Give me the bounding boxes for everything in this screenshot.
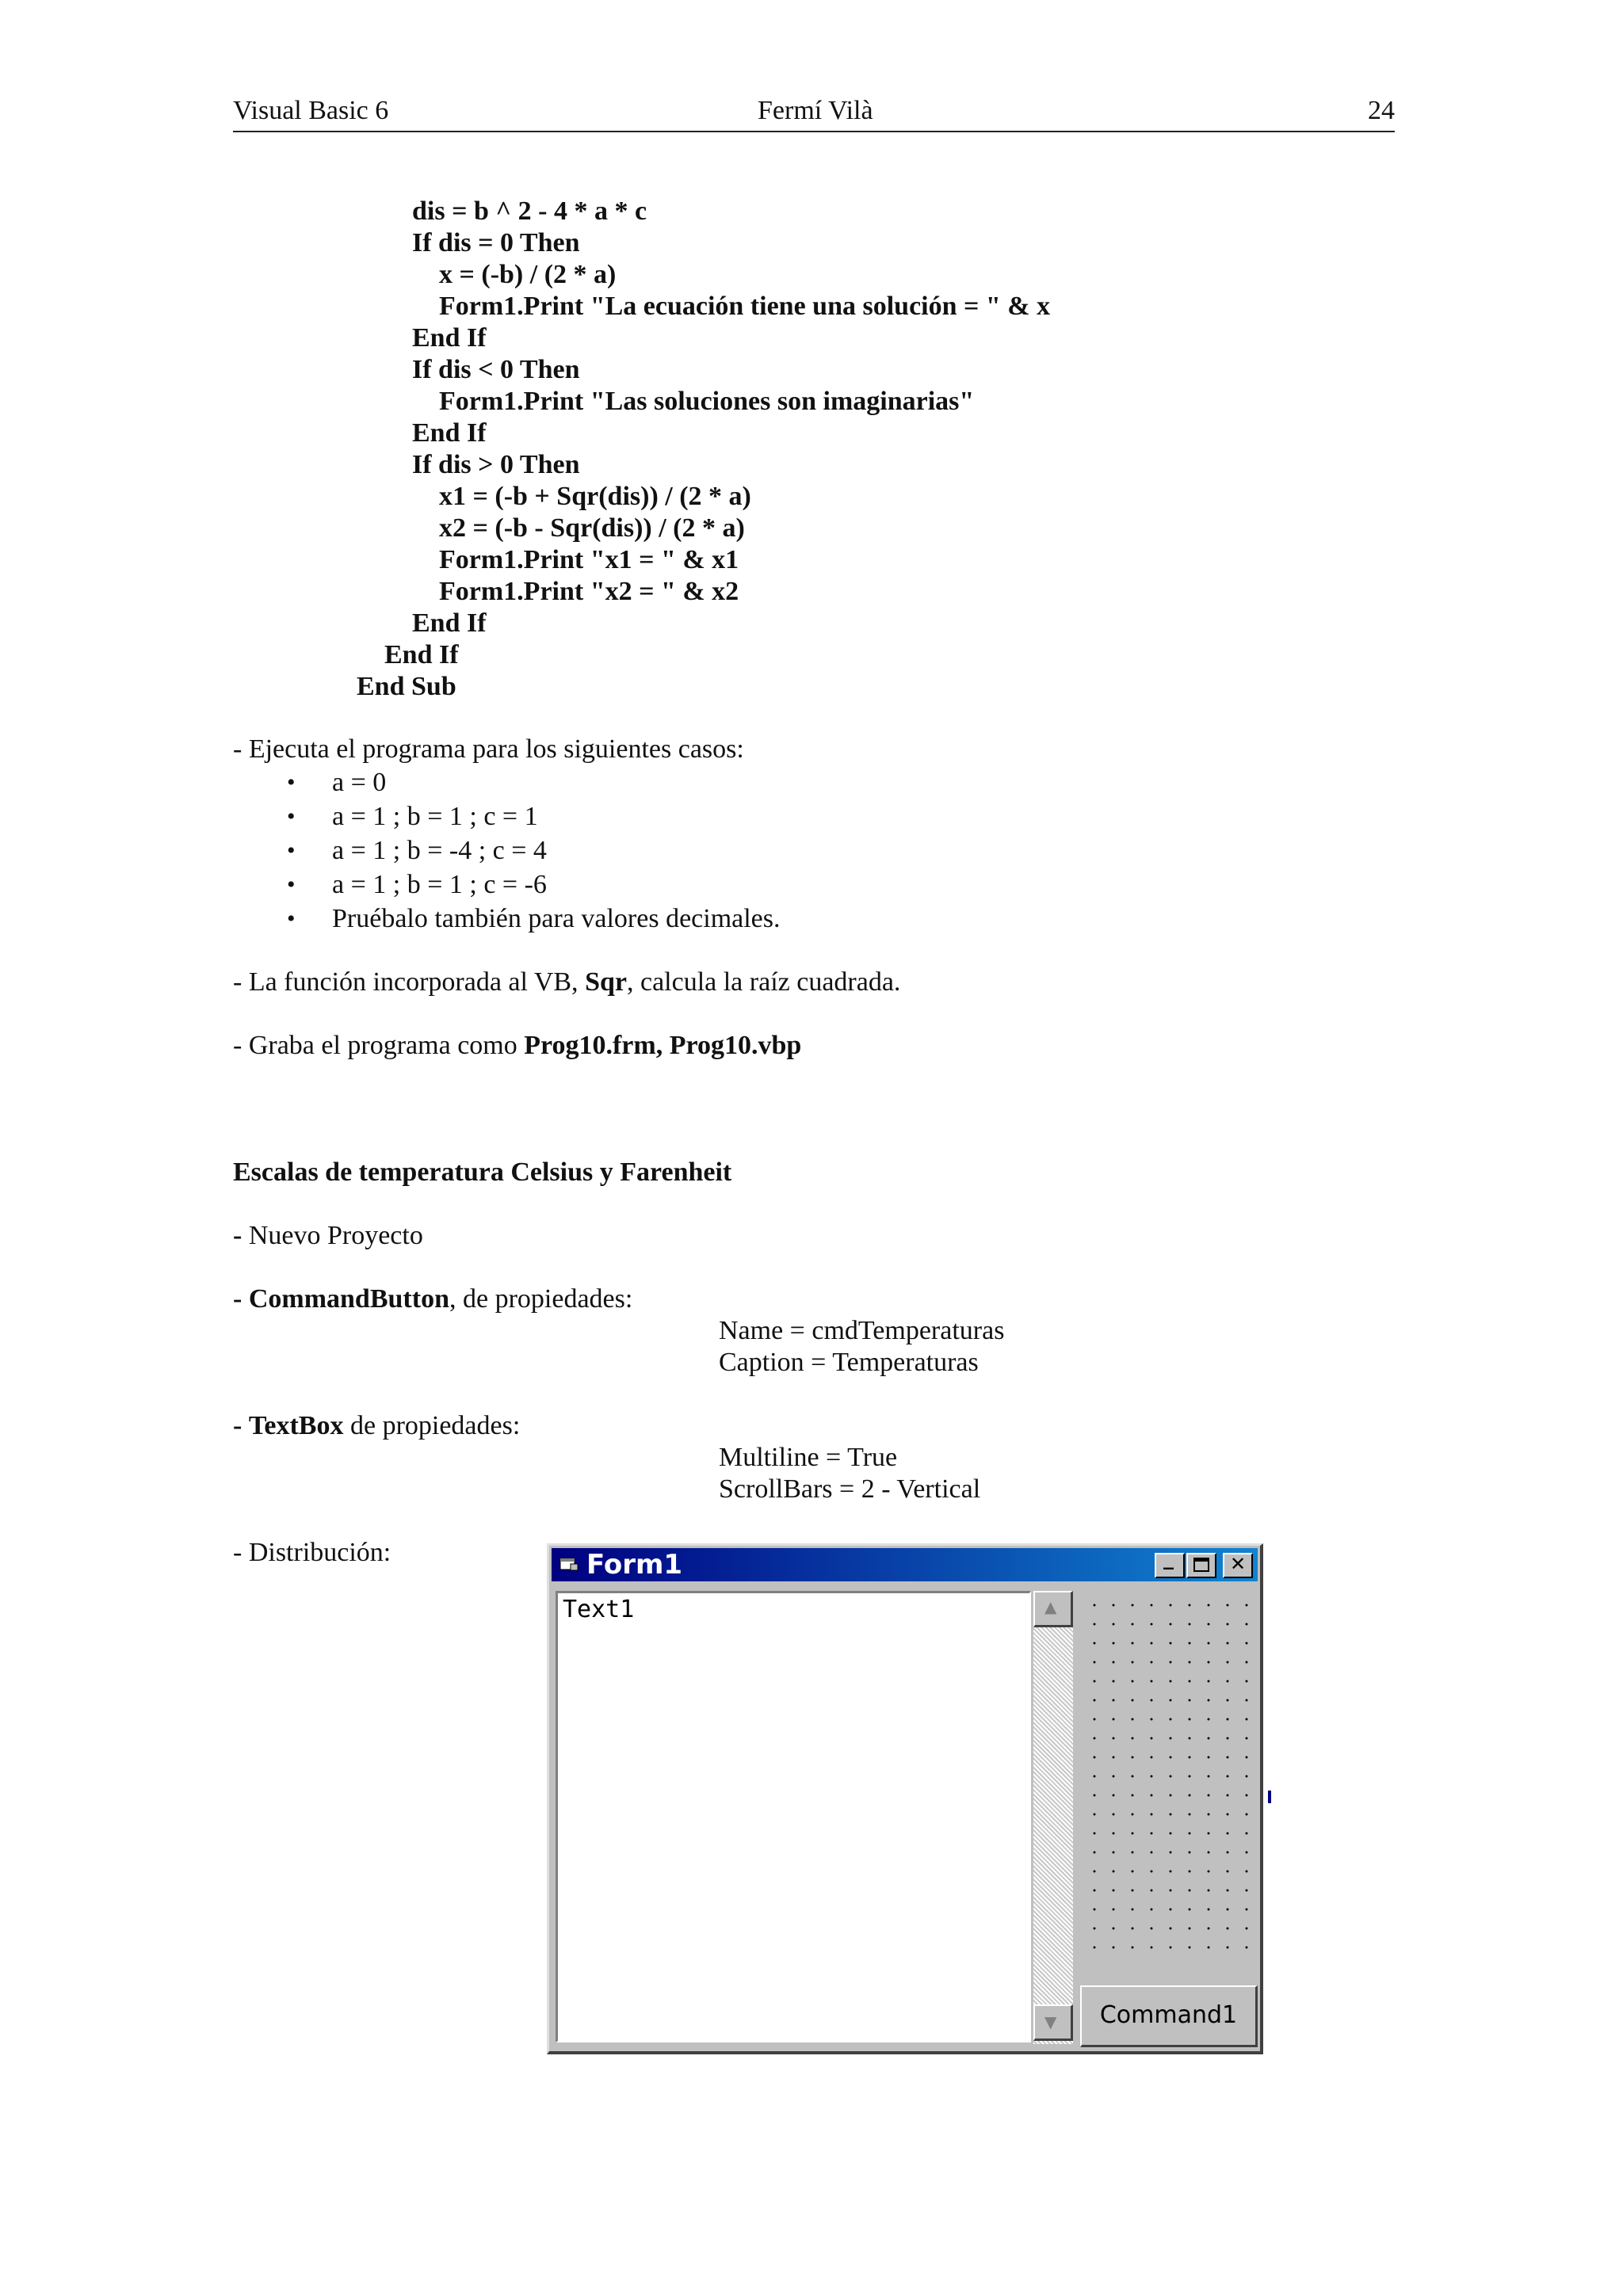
list-item: a = 1 ; b = 1 ; c = 1	[332, 802, 538, 831]
text-box-value: Text1	[563, 1596, 635, 1623]
code-line: End If	[412, 323, 487, 353]
save-files: Prog10.frm, Prog10.vbp	[524, 1031, 802, 1060]
header-rule	[233, 131, 1395, 132]
code-line: Form1.Print "x1 = " & x1	[439, 545, 739, 574]
textbox-line	[233, 1410, 520, 1442]
textbox-name: TextBox	[248, 1411, 344, 1440]
list-item: a = 1 ; b = 1 ; c = -6	[332, 870, 547, 899]
header-author: Fermí Vilà	[758, 96, 873, 125]
list-item: Pruébalo también para valores decimales.	[332, 904, 781, 933]
form-title: Form1	[586, 1549, 683, 1581]
list-item: a = 0	[332, 768, 387, 797]
code-line: Form1.Print "La ecuación tiene una solución = " & x	[439, 292, 1051, 321]
run-intro: - Ejecuta el programa para los siguientes casos:	[233, 734, 744, 764]
page-number: 24	[1368, 96, 1395, 125]
form-icon	[559, 1556, 579, 1572]
code-line: End Sub	[357, 672, 456, 701]
scroll-up-button[interactable]	[1033, 1591, 1073, 1627]
sqr-keyword: Sqr	[585, 967, 627, 997]
design-grid	[1080, 1591, 1256, 1962]
property-line: Name = cmdTemperaturas	[719, 1316, 1005, 1345]
commandbutton-name: CommandButton	[248, 1284, 449, 1314]
dash: -	[233, 1221, 242, 1250]
text-box[interactable]	[556, 1591, 1031, 2042]
code-line: If dis > 0 Then	[412, 450, 580, 479]
list-item: a = 1 ; b = -4 ; c = 4	[332, 836, 547, 865]
code-line: End If	[412, 418, 487, 448]
dash: -	[233, 1411, 242, 1440]
new-project-text: Nuevo Proyecto	[242, 1221, 423, 1250]
code-line: x = (-b) / (2 * a)	[439, 260, 617, 289]
header-left: Visual Basic 6	[233, 96, 389, 125]
save-note	[233, 1030, 801, 1062]
scroll-down-button[interactable]	[1033, 2004, 1073, 2041]
sqr-note	[233, 967, 900, 998]
section-title: Escalas de temperatura Celsius y Farenheit	[233, 1158, 732, 1187]
close-button[interactable]	[1223, 1553, 1253, 1578]
maximize-icon	[1188, 1554, 1215, 1577]
vertical-scrollbar[interactable]	[1033, 1591, 1073, 2044]
property-line: ScrollBars = 2 - Vertical	[719, 1474, 981, 1504]
property-line: Multiline = True	[719, 1443, 898, 1472]
code-line: x1 = (-b + Sqr(dis)) / (2 * a)	[439, 482, 751, 511]
bullet: •	[287, 837, 296, 864]
sqr-note-prefix: - La función incorporada al VB,	[233, 967, 586, 997]
minimize-button[interactable]	[1155, 1547, 1185, 1578]
bullet: •	[287, 871, 296, 898]
title-bar[interactable]	[552, 1548, 1258, 1581]
close-icon: ✕	[1230, 1553, 1247, 1575]
arrow-up-icon: ▲	[1044, 1597, 1057, 1616]
commandbutton-line	[233, 1283, 632, 1315]
code-line: x2 = (-b - Sqr(dis)) / (2 * a)	[439, 513, 745, 543]
form-window	[547, 1543, 1263, 2054]
save-note-prefix: - Graba el programa como	[233, 1031, 525, 1060]
arrow-down-icon: ▼	[1044, 2012, 1057, 2031]
minimize-icon: _	[1163, 1547, 1174, 1570]
new-project-line	[233, 1220, 423, 1252]
property-line: Caption = Temperaturas	[719, 1348, 979, 1377]
layout-label: - Distribución:	[233, 1538, 391, 1567]
bullet: •	[287, 769, 296, 795]
textbox-suffix: de propiedades:	[343, 1411, 521, 1440]
resize-handle[interactable]	[1268, 1791, 1271, 1803]
command-button[interactable]: Command1	[1080, 1985, 1258, 2047]
code-line: End If	[412, 608, 487, 638]
code-line: End If	[384, 640, 459, 669]
sqr-note-suffix: , calcula la raíz cuadrada.	[626, 967, 901, 997]
code-line: If dis < 0 Then	[412, 355, 580, 384]
code-line: If dis = 0 Then	[412, 228, 580, 257]
commandbutton-suffix: , de propiedades:	[449, 1284, 633, 1314]
code-line: dis = b ^ 2 - 4 * a * c	[412, 196, 647, 226]
bullet: •	[287, 906, 296, 932]
code-line: Form1.Print "Las soluciones son imaginarias"	[439, 387, 975, 416]
dash: -	[233, 1284, 242, 1314]
bullet: •	[287, 803, 296, 830]
code-line: Form1.Print "x2 = " & x2	[439, 577, 739, 606]
maximize-button[interactable]	[1186, 1553, 1216, 1578]
